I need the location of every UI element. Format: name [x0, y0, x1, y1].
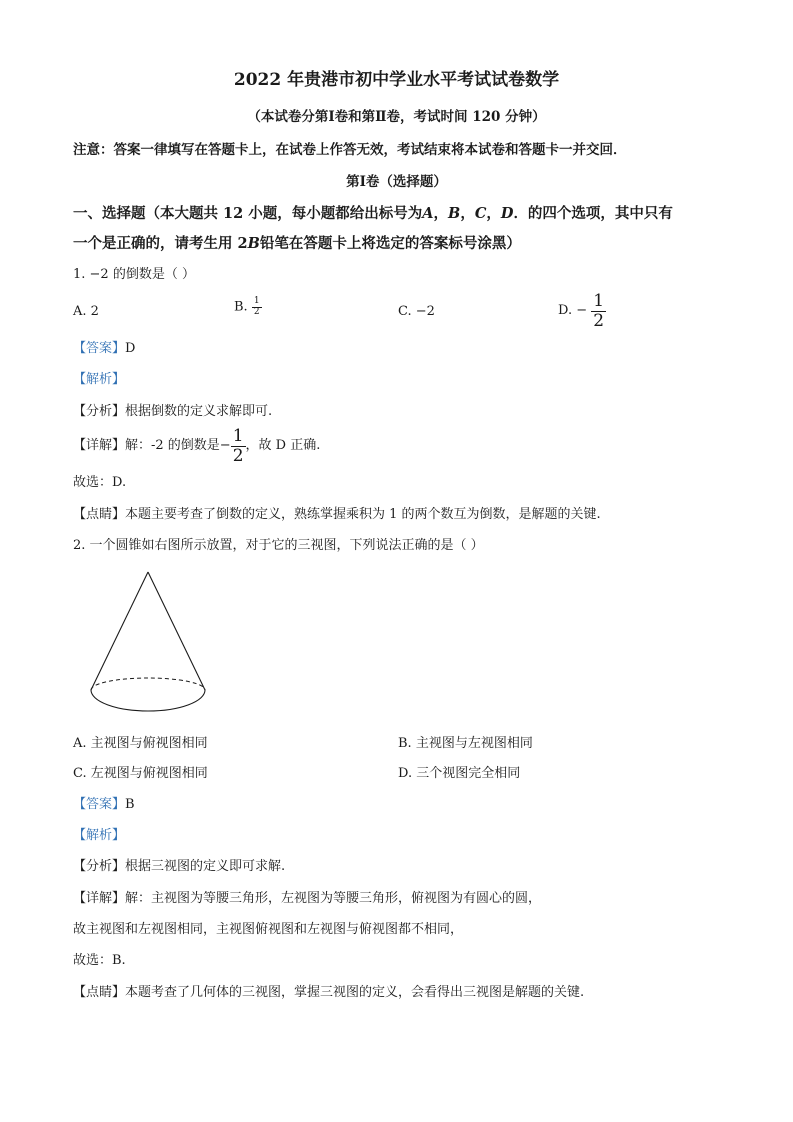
q2-detail-1 — [73, 890, 541, 908]
exam-notice: 注意：答案一律填写在答题卡上，在试卷上作答无效，考试结束将本试卷和答题卡一并交回． — [73, 142, 627, 158]
answer-value: B — [125, 797, 135, 812]
q2-choose: 故选：B. — [73, 953, 126, 968]
section-heading-text-end: ．的四个选项，其中只有 — [513, 205, 673, 222]
fenxi-tag: 【分析】 — [73, 404, 126, 419]
detail-tag: 【详解】 — [73, 891, 126, 906]
option-letter-a: A — [422, 205, 434, 222]
fraction-numerator: 1 — [253, 296, 260, 306]
fraction-numerator: 1 — [593, 291, 605, 311]
q2-comment — [73, 984, 584, 1002]
cone-left-edge — [91, 572, 148, 690]
q2-option-b: B. 主视图与左视图相同 — [398, 736, 533, 751]
q1-fenxi — [73, 403, 272, 421]
fraction-denominator: 2 — [232, 445, 244, 466]
q1-option-c: C. −2 — [398, 304, 435, 319]
q1-option-a: A. 2 — [73, 304, 99, 319]
comment-text: 本题考查了几何体的三视图，掌握三视图的定义，会看得出三视图是解题的关键. — [125, 985, 585, 1000]
answer-tag: 【答案】 — [73, 797, 126, 812]
detail-text: 解：主视图为等腰三角形，左视图为等腰三角形，俯视图为有圆心的圆， — [125, 891, 542, 906]
fenxi-text: 根据三视图的定义即可求解. — [125, 859, 286, 874]
detail-fraction — [231, 427, 246, 465]
answer-value: D — [125, 341, 136, 356]
section-heading-line1: 一、选择题（本大题共 12 小题，每小题都给出标号为A，B，C，D．的四个选项，其中只有 — [73, 205, 673, 222]
q1-detail — [73, 427, 320, 467]
comment-tag: 【点睛】 — [73, 507, 126, 522]
fenxi-tag: 【分析】 — [73, 859, 126, 874]
section-heading-text: 一、选择题（本大题共 12 小题，每小题都给出标号为 — [73, 205, 423, 222]
q2-option-c: C. 左视图与俯视图相同 — [73, 766, 208, 781]
fenxi-text: 根据倒数的定义求解即可. — [125, 404, 273, 419]
answer-tag: 【答案】 — [73, 341, 126, 356]
option-letter-c: C — [474, 205, 487, 222]
q1-comment — [73, 506, 601, 524]
comment-text: 本题主要考查了倒数的定义，熟练掌握乘积为 1 的两个数互为倒数，是解题的关键. — [125, 507, 601, 522]
q1-option-b — [234, 297, 262, 327]
fraction-denominator: 2 — [593, 310, 605, 331]
detail-text: 解：-2 的倒数是− — [125, 438, 231, 454]
q2-answer — [73, 796, 135, 814]
fraction-numerator: 1 — [232, 426, 244, 446]
fraction-denominator: 2 — [253, 306, 260, 317]
section-heading-line2: 一个是正确的，请考生用 2B铅笔在答题卡上将选定的答案标号涂黑） — [73, 235, 521, 252]
cone-base-front — [91, 690, 205, 711]
q1-option-d-label: D. − — [558, 303, 588, 319]
exam-subtitle: （本试卷分第Ⅰ卷和第Ⅱ卷，考试时间 120 分钟） — [247, 109, 546, 125]
part-title: 第Ⅰ卷（选择题） — [346, 174, 447, 190]
q2-fenxi — [73, 858, 285, 876]
q1-option-d-fraction — [591, 292, 606, 330]
q2-option-d: D. 三个视图完全相同 — [398, 766, 521, 781]
detail-tag: 【详解】 — [73, 438, 126, 454]
option-letter-d: D — [500, 205, 514, 222]
q1-option-b-fraction — [252, 297, 262, 318]
q1-option-b-label: B. — [234, 299, 248, 315]
question-1-stem: 1. −2 的倒数是（ ） — [73, 267, 195, 282]
question-2-stem: 2. 一个圆锥如右图所示放置，对于它的三视图，下列说法正确的是（ ） — [73, 538, 484, 553]
q1-option-d — [558, 292, 606, 332]
cone-figure — [85, 565, 215, 720]
q2-detail-2: 故主视图和左视图相同，主视图俯视图和左视图与俯视图都不相同， — [73, 922, 464, 937]
section-heading-text3: 铅笔在答题卡上将选定的答案标号涂黑） — [259, 235, 521, 252]
q1-answer — [73, 340, 135, 358]
comment-tag: 【点睛】 — [73, 985, 126, 1000]
section-heading-text2: 一个是正确的，请考生用 2 — [73, 235, 248, 252]
option-letter-b: B — [448, 205, 461, 222]
detail-text-end: ，故 D 正确. — [245, 438, 321, 454]
q2-option-a: A. 主视图与俯视图相同 — [73, 736, 208, 751]
q2-analysis-tag: 【解析】 — [73, 828, 126, 843]
q1-choose: 故选：D. — [73, 475, 127, 490]
cone-right-edge — [148, 572, 205, 690]
page-title: 2022 年贵港市初中学业水平考试试卷数学 — [233, 70, 560, 90]
cone-base-back — [91, 678, 205, 690]
q1-analysis-tag: 【解析】 — [73, 372, 126, 387]
